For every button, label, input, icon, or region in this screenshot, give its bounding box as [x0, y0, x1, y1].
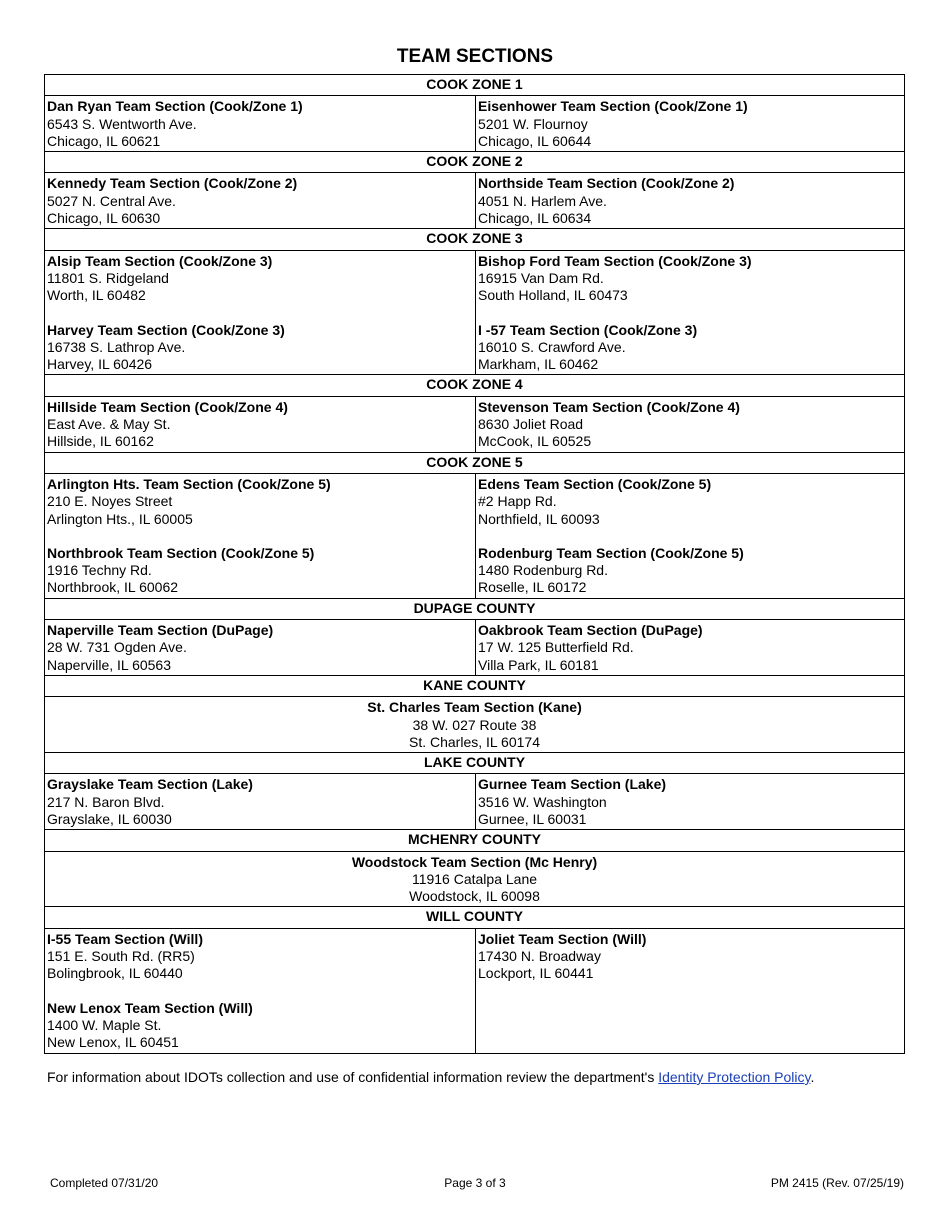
team-section-entry [47, 699, 902, 751]
team-section-name: Stevenson Team Section (Cook/Zone 4) [478, 398, 740, 415]
zone-right-cell [476, 173, 905, 229]
team-section-street: #2 Happ Rd. [478, 493, 557, 510]
zone-left-cell [45, 96, 476, 152]
team-section-name: Harvey Team Section (Cook/Zone 3) [47, 321, 285, 338]
team-section-city: Woodstock, IL 60098 [409, 888, 540, 905]
team-section-name: I-55 Team Section (Will) [47, 930, 203, 947]
page-number: Page 3 of 3 [444, 1176, 506, 1190]
team-section-street: 8630 Joliet Road [478, 416, 584, 433]
team-section-entry [47, 1000, 473, 1052]
zone-header-row [45, 830, 905, 851]
zone-header-row [45, 75, 905, 96]
team-section-entry [478, 545, 902, 597]
team-section-entry [478, 931, 902, 983]
zone-sections-row [45, 96, 905, 152]
zone-header: LAKE COUNTY [45, 753, 905, 774]
team-section-city: Arlington Hts., IL 60005 [47, 510, 193, 527]
zone-sections-row [45, 473, 905, 598]
team-section-name: Oakbrook Team Section (DuPage) [478, 622, 703, 639]
zone-sections-row [45, 697, 905, 753]
team-section-name: Kennedy Team Section (Cook/Zone 2) [47, 175, 298, 192]
team-section-street: 5027 N. Central Ave. [47, 192, 176, 209]
team-section-name: Northside Team Section (Cook/Zone 2) [478, 175, 735, 192]
team-section-name: Bishop Ford Team Section (Cook/Zone 3) [478, 252, 752, 269]
team-section-name: New Lenox Team Section (Will) [47, 999, 253, 1016]
team-section-street: 6543 S. Wentworth Ave. [47, 115, 197, 132]
team-section-entry [47, 776, 473, 828]
team-section-city: Naperville, IL 60563 [47, 656, 172, 673]
zone-right-cell [476, 250, 905, 375]
team-section-entry [47, 98, 473, 150]
team-section-street: 16010 S. Crawford Ave. [478, 338, 626, 355]
zone-sections-row [45, 774, 905, 830]
team-section-name: St. Charles Team Section (Kane) [367, 699, 582, 716]
team-section-city: South Holland, IL 60473 [478, 287, 628, 304]
team-section-street: 11916 Catalpa Lane [411, 870, 538, 887]
team-section-entry [47, 476, 473, 528]
zone-header-row [45, 452, 905, 473]
zone-header-row [45, 375, 905, 396]
team-section-city: Worth, IL 60482 [47, 287, 146, 304]
team-section-street: 16738 S. Lathrop Ave. [47, 338, 186, 355]
team-section-name: Alsip Team Section (Cook/Zone 3) [47, 252, 273, 269]
team-section-city: Hillside, IL 60162 [47, 433, 154, 450]
zone-header-row [45, 229, 905, 250]
team-section-street: East Ave. & May St. [47, 416, 171, 433]
zone-left-cell [45, 774, 476, 830]
zone-header-row [45, 598, 905, 619]
team-section-entry [478, 776, 902, 828]
zone-header: COOK ZONE 5 [45, 452, 905, 473]
team-section-entry [478, 476, 902, 528]
zone-right-cell [476, 96, 905, 152]
zone-header: DUPAGE COUNTY [45, 598, 905, 619]
zone-right-cell [476, 774, 905, 830]
team-section-city: Markham, IL 60462 [478, 356, 599, 373]
team-sections-table [44, 74, 905, 1054]
team-section-street: 3516 W. Washington [478, 793, 607, 810]
privacy-note-end: . [810, 1069, 815, 1085]
zone-header-row [45, 753, 905, 774]
team-section-entry [478, 622, 902, 674]
completed-date: Completed 07/31/20 [50, 1176, 159, 1190]
team-section-name: Arlington Hts. Team Section (Cook/Zone 5) [47, 475, 331, 492]
team-section-city: Bolingbrook, IL 60440 [47, 965, 183, 982]
team-section-entry [47, 175, 473, 227]
team-section-city: New Lenox, IL 60451 [47, 1034, 179, 1051]
team-section-entry [47, 545, 473, 597]
team-section-name: Rodenburg Team Section (Cook/Zone 5) [478, 544, 744, 561]
team-section-city: Grayslake, IL 60030 [47, 810, 172, 827]
team-section-name: Gurnee Team Section (Lake) [478, 776, 667, 793]
team-section-street: 11801 S. Ridgeland [47, 269, 169, 286]
zone-header: MCHENRY COUNTY [45, 830, 905, 851]
team-section-city: Harvey, IL 60426 [47, 356, 153, 373]
team-section-name: Woodstock Team Section (Mc Henry) [351, 853, 598, 870]
team-section-name: Eisenhower Team Section (Cook/Zone 1) [478, 98, 748, 115]
zone-header: COOK ZONE 1 [45, 75, 905, 96]
identity-protection-policy-link[interactable]: Identity Protection Policy [658, 1069, 811, 1085]
team-section-street: 16915 Van Dam Rd. [478, 269, 604, 286]
team-section-city: Northfield, IL 60093 [478, 510, 600, 527]
team-section-entry [478, 253, 902, 305]
team-section-city: Chicago, IL 60630 [47, 210, 161, 227]
team-section-street: 28 W. 731 Ogden Ave. [47, 639, 187, 656]
zone-header: COOK ZONE 3 [45, 229, 905, 250]
zone-center-cell [45, 851, 905, 907]
zone-left-cell [45, 396, 476, 452]
zone-header-row [45, 152, 905, 173]
privacy-note [47, 1069, 814, 1086]
zone-left-cell [45, 173, 476, 229]
zone-left-cell [45, 473, 476, 598]
zone-right-cell [476, 928, 905, 1053]
team-section-entry [47, 399, 473, 451]
team-section-name: Hillside Team Section (Cook/Zone 4) [47, 398, 288, 415]
team-section-street: 151 E. South Rd. (RR5) [47, 948, 195, 965]
team-section-city: McCook, IL 60525 [478, 433, 592, 450]
zone-right-cell [476, 473, 905, 598]
zone-sections-row [45, 928, 905, 1053]
zone-left-cell [45, 250, 476, 375]
zone-header: KANE COUNTY [45, 675, 905, 696]
team-section-street: 210 E. Noyes Street [47, 493, 173, 510]
privacy-note-text: For information about IDOTs collection and use of confidential information review the department's [47, 1069, 659, 1085]
zone-sections-row [45, 173, 905, 229]
zone-header: COOK ZONE 4 [45, 375, 905, 396]
team-section-city: Villa Park, IL 60181 [478, 656, 599, 673]
zone-left-cell [45, 928, 476, 1053]
team-section-city: Chicago, IL 60621 [47, 132, 161, 149]
zone-right-cell [476, 396, 905, 452]
team-section-entry [47, 253, 473, 305]
zone-header-row [45, 675, 905, 696]
team-section-street: 17430 N. Broadway [478, 948, 601, 965]
zone-header: WILL COUNTY [45, 907, 905, 928]
team-section-entry [478, 98, 902, 150]
team-section-name: Naperville Team Section (DuPage) [47, 622, 274, 639]
team-section-entry [47, 931, 473, 983]
team-section-city: Lockport, IL 60441 [478, 965, 594, 982]
team-section-entry [47, 322, 473, 374]
team-section-entry [478, 322, 902, 374]
team-section-entry [47, 854, 902, 906]
team-section-name: I -57 Team Section (Cook/Zone 3) [478, 321, 698, 338]
team-section-entry [478, 399, 902, 451]
team-section-street: 5201 W. Flournoy [478, 115, 588, 132]
team-section-street: 217 N. Baron Blvd. [47, 793, 165, 810]
team-section-street: 1916 Techny Rd. [47, 562, 152, 579]
team-section-street: 17 W. 125 Butterfield Rd. [478, 639, 634, 656]
zone-header-row [45, 907, 905, 928]
team-section-name: Edens Team Section (Cook/Zone 5) [478, 475, 712, 492]
team-section-name: Joliet Team Section (Will) [478, 930, 647, 947]
team-section-name: Grayslake Team Section (Lake) [47, 776, 253, 793]
zone-left-cell [45, 620, 476, 676]
team-section-street: 4051 N. Harlem Ave. [478, 192, 607, 209]
zone-sections-row [45, 396, 905, 452]
zone-sections-row [45, 620, 905, 676]
team-section-city: Chicago, IL 60644 [478, 132, 592, 149]
team-section-city: Chicago, IL 60634 [478, 210, 592, 227]
team-section-city: Gurnee, IL 60031 [478, 810, 587, 827]
zone-sections-row [45, 250, 905, 375]
form-number: PM 2415 (Rev. 07/25/19) [770, 1176, 904, 1190]
team-section-name: Dan Ryan Team Section (Cook/Zone 1) [47, 98, 303, 115]
team-section-street: 1400 W. Maple St. [47, 1016, 162, 1033]
team-section-street: 1480 Rodenburg Rd. [478, 562, 608, 579]
team-section-name: Northbrook Team Section (Cook/Zone 5) [47, 544, 315, 561]
zone-center-cell [45, 697, 905, 753]
team-section-entry [478, 175, 902, 227]
zone-right-cell [476, 620, 905, 676]
zone-header: COOK ZONE 2 [45, 152, 905, 173]
zone-sections-row [45, 851, 905, 907]
page-title: TEAM SECTIONS [396, 46, 554, 67]
team-section-city: Roselle, IL 60172 [478, 579, 587, 596]
team-section-street: 38 W. 027 Route 38 [412, 716, 537, 733]
team-section-city: Northbrook, IL 60062 [47, 579, 179, 596]
team-section-entry [47, 622, 473, 674]
team-section-city: St. Charles, IL 60174 [408, 733, 540, 750]
